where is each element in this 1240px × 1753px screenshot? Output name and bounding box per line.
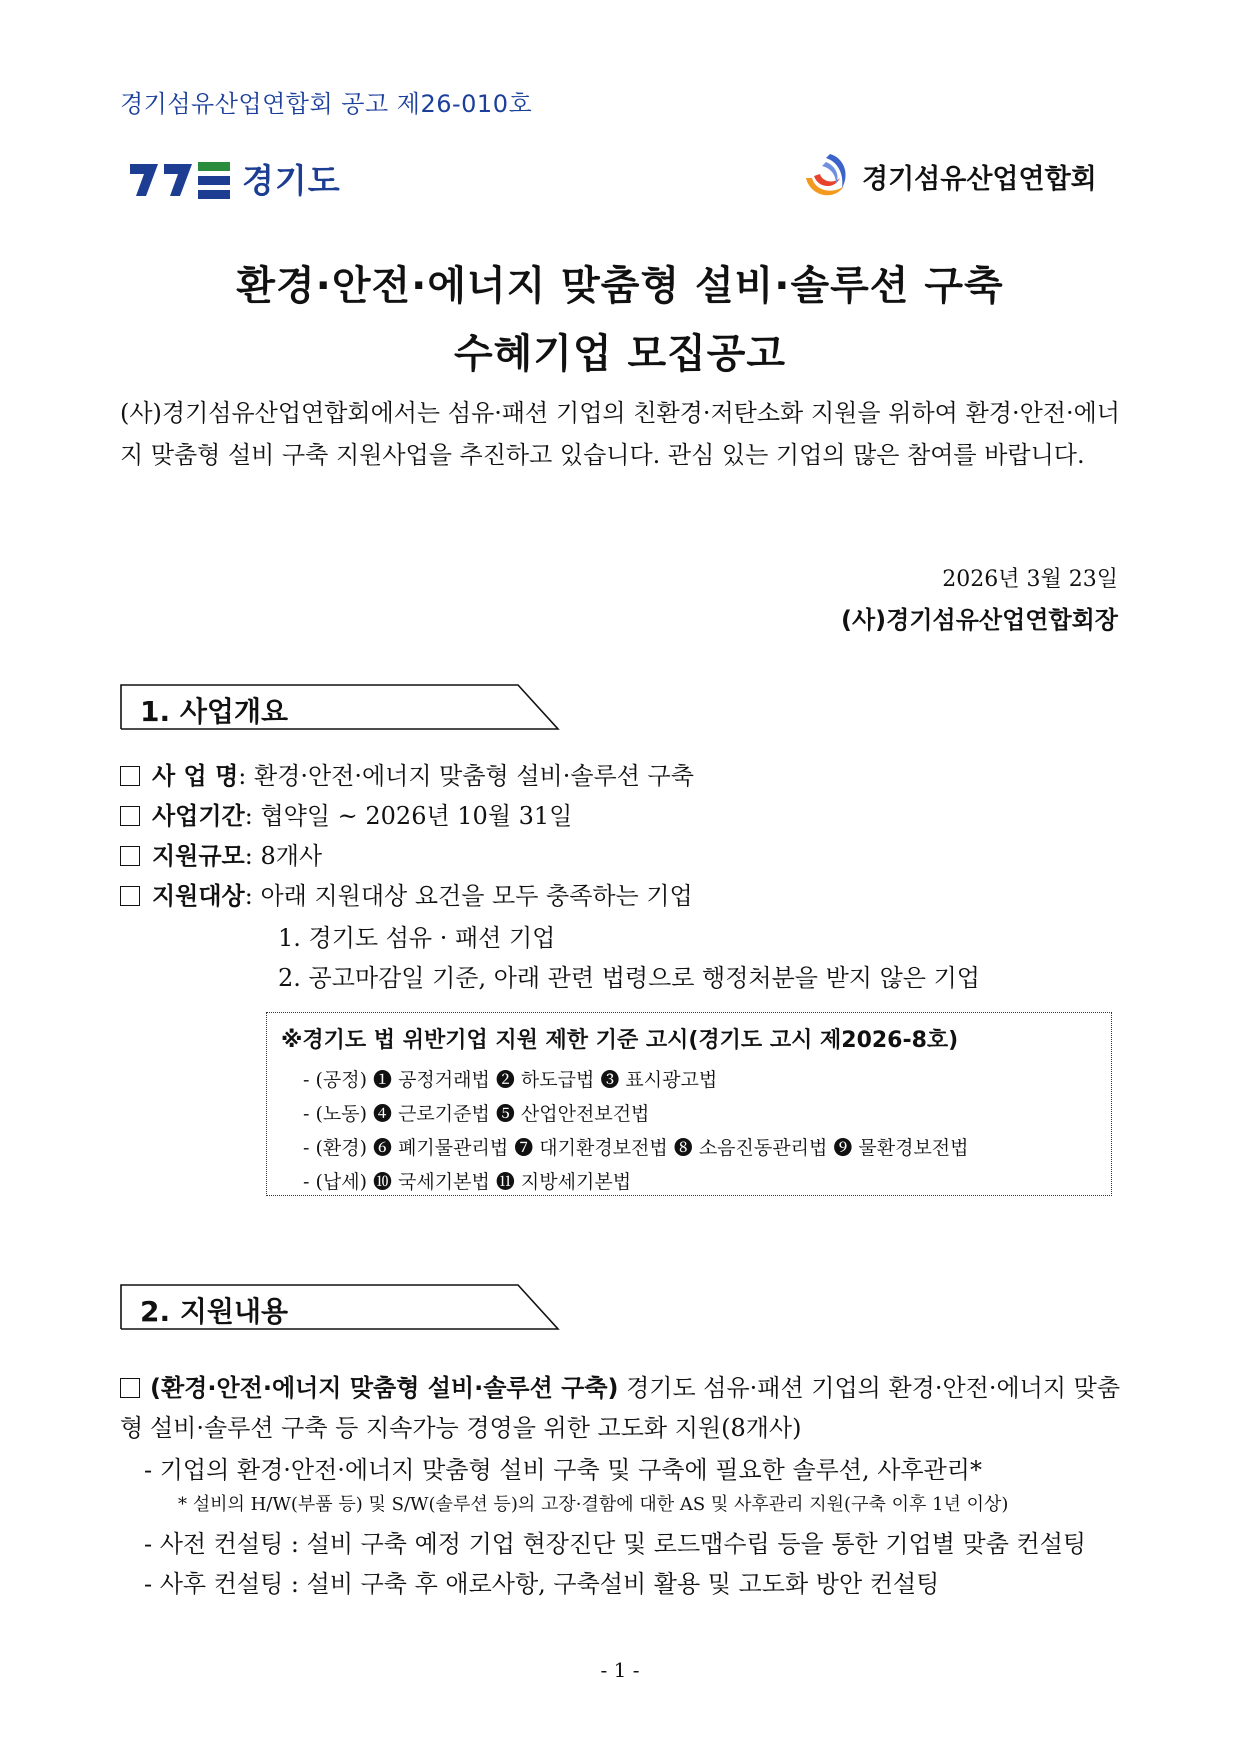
target-condition-2: 2. 공고마감일 기준, 아래 관련 법령으로 행정처분을 받지 않은 기업 [278,964,980,992]
gyeonggi-logo [128,152,341,204]
federation-logo-text: 경기섬유산업연합회 [862,163,1097,195]
item-key: 지원대상 [152,882,245,910]
overview-item-name [120,756,694,791]
gyeonggi-logo-mark-icon [128,156,232,200]
section2-heading: 2. 지원내용 [140,1295,289,1328]
overview-item-scale [120,836,322,871]
item-key: 지원규모 [152,842,245,870]
section1-heading: 1. 사업개요 [140,695,289,728]
signer: (사)경기섬유산업연합회장 [841,606,1118,634]
notice-number: 경기섬유산업연합회 공고 제26-010호 [120,90,533,118]
page-title-line1: 환경·안전·에너지 맞춤형 설비·솔루션 구축 [236,263,1004,309]
support-detail-1: - 기업의 환경·안전·에너지 맞춤형 설비 구축 및 구축에 필요한 솔루션, 사후관리* [144,1456,982,1484]
law-row-environment: - (환경) ❻ 폐기물관리법 ❼ 대기환경보전법 ❽ 소음진동관리법 ❾ 물환경보전법 [303,1137,969,1159]
page-title-line2: 수혜기업 모집공고 [453,331,787,377]
overview-item-target [120,876,693,911]
item-value: : 8개사 [244,842,323,870]
page-number: - 1 - [600,1658,640,1682]
law-restriction-box [266,1012,1112,1196]
support-content-key: (환경·안전·에너지 맞춤형 설비·솔루션 구축) [150,1374,619,1402]
checkbox-square-icon [120,806,140,826]
intro-paragraph: (사)경기섬유산업연합회에서는 섬유·패션 기업의 친환경·저탄소화 지원을 위하여 환경·안전·에너지 맞춤형 설비 구축 지원사업을 추진하고 있습니다. 관심 있는 기업의 많은 참여를 바랍니다. [120,399,1120,469]
item-value: : 협약일 ~ 2026년 10월 31일 [244,802,573,830]
overview-item-period [120,796,572,831]
support-detail-footnote: * 설비의 H/W(부품 등) 및 S/W(솔루션 등)의 고장·결함에 대한 AS 및 사후관리 지원(구축 이후 1년 이상) [178,1494,1009,1515]
support-detail-pre-consulting: - 사전 컨설팅 : 설비 구축 예정 기업 현장진단 및 로드맵수립 등을 통한 기업별 맞춤 컨설팅 [144,1530,1087,1558]
checkbox-square-icon [120,766,140,786]
checkbox-square-icon [120,1378,140,1398]
checkbox-square-icon [120,886,140,906]
item-key: 사 업 명 [152,762,239,790]
item-value: : 환경·안전·에너지 맞춤형 설비·솔루션 구축 [238,762,694,790]
federation-logo-mark-icon [800,148,856,204]
support-content-value: 경기도 섬유·패션 기업의 환경·안전·에너지 맞춤형 [120,1374,1121,1442]
target-condition-1: 1. 경기도 섬유 · 패션 기업 [278,924,556,952]
notice-date: 2026년 3월 23일 [942,567,1118,592]
section1-heading-box [120,684,560,730]
item-key: 사업기간 [152,802,245,830]
support-content-continuation: 설비·솔루션 구축 등 지속가능 경영을 위한 고도화 지원(8개사) [150,1414,802,1442]
gyeonggi-logo-text: 경기도 [242,160,341,200]
law-row-fair-trade: - (공정) ❶ 공정거래법 ❷ 하도급법 ❸ 표시광고법 [303,1069,718,1091]
support-detail-post-consulting: - 사후 컨설팅 : 설비 구축 후 애로사항, 구축설비 활용 및 고도화 방안 컨설팅 [144,1570,940,1598]
federation-logo [800,148,1097,204]
law-box-title: ※경기도 법 위반기업 지원 제한 기준 고시(경기도 고시 제2026-8호) [281,1028,959,1053]
law-row-tax: - (납세) ❿ 국세기본법 ⓫ 지방세기본법 [303,1171,632,1193]
checkbox-square-icon [120,846,140,866]
item-value: : 아래 지원대상 요건을 모두 충족하는 기업 [244,882,693,910]
section2-heading-box [120,1284,560,1330]
law-row-labor: - (노동) ❹ 근로기준법 ❺ 산업안전보건법 [303,1103,650,1125]
